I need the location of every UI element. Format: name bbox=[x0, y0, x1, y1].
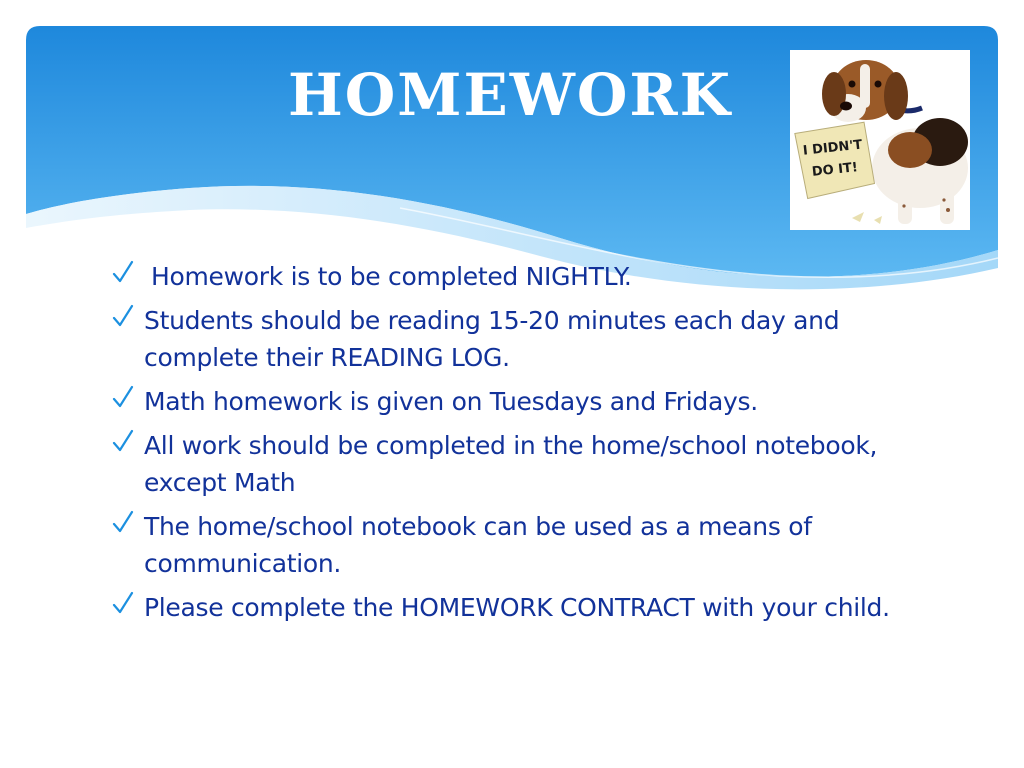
list-item bbox=[112, 508, 942, 582]
list-item bbox=[112, 589, 942, 626]
page-title: HOMEWORK bbox=[287, 61, 732, 129]
bullet-text: Please complete the HOMEWORK CONTRACT with your child. bbox=[144, 593, 890, 622]
list-item bbox=[112, 383, 942, 420]
bullet-text: Homework is to be completed NIGHTLY. bbox=[151, 262, 632, 291]
list-item bbox=[112, 258, 942, 295]
dog-holding-sign-image bbox=[790, 50, 970, 230]
checkmark-icon bbox=[112, 589, 144, 623]
bullet-text: The home/school notebook can be used as a means of communication. bbox=[144, 512, 812, 578]
list-item bbox=[112, 427, 942, 501]
checkmark-icon bbox=[112, 508, 144, 542]
list-item bbox=[112, 302, 942, 376]
bullet-text: Math homework is given on Tuesdays and Fridays. bbox=[144, 387, 758, 416]
bullet-text: All work should be completed in the home/school notebook, except Math bbox=[144, 431, 878, 497]
bullet-text: Students should be reading 15-20 minutes each day and complete their READING LOG. bbox=[144, 306, 840, 372]
sign-line-2: DO IT! bbox=[811, 160, 859, 180]
checkmark-icon bbox=[112, 427, 144, 461]
sign-line-1: I DIDN'T bbox=[802, 137, 863, 159]
checkmark-icon bbox=[112, 302, 144, 336]
checkmark-icon bbox=[112, 258, 144, 292]
bullet-list bbox=[112, 258, 942, 633]
checkmark-icon bbox=[112, 383, 144, 417]
